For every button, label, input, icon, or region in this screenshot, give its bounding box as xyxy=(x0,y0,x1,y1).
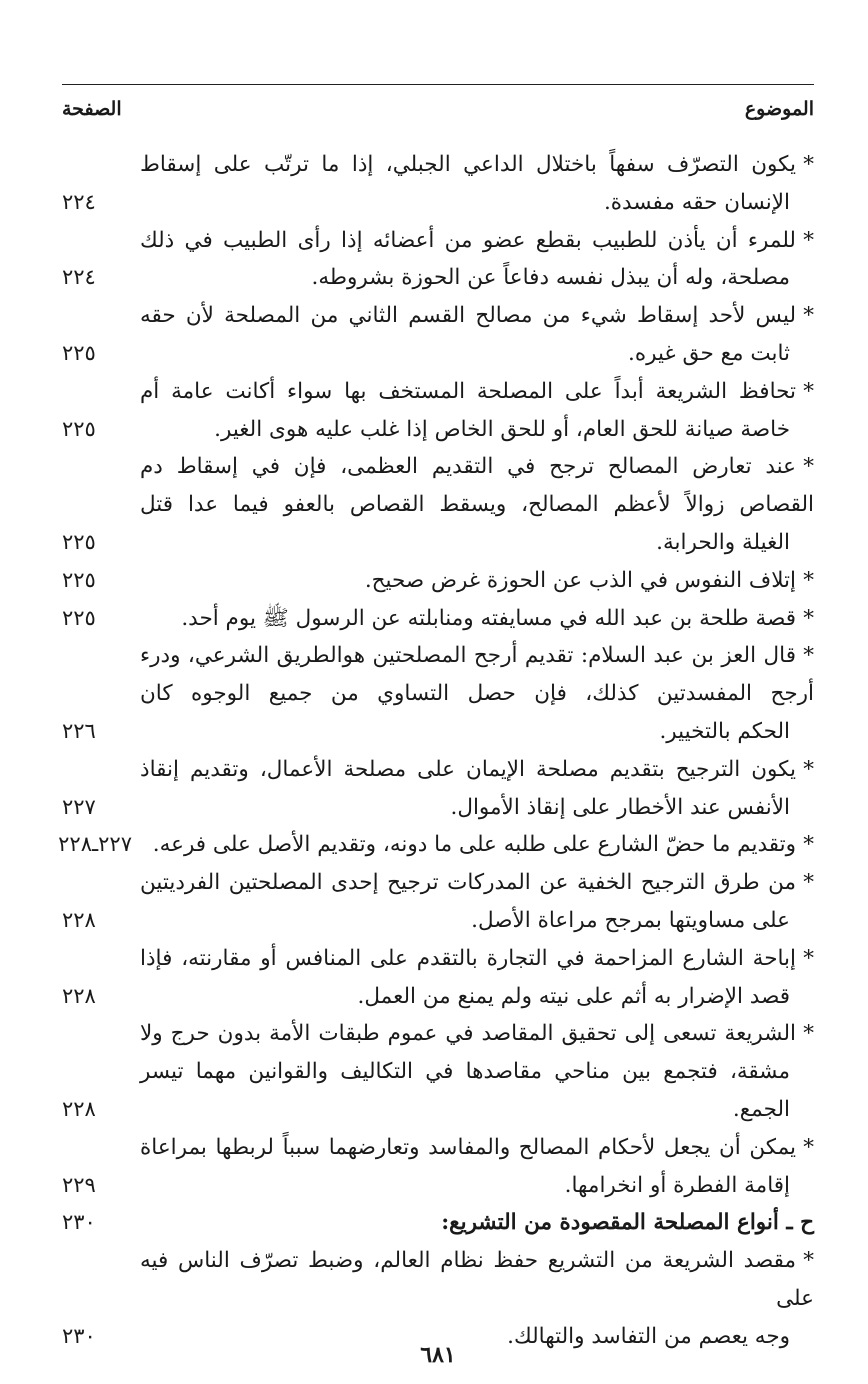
index-entry xyxy=(62,751,814,827)
index-entry xyxy=(62,940,814,1016)
entry-line-text: من طرق الترجيح الخفية عن المدركات ترجيح إحدى المصلحتين الفرديتين xyxy=(140,870,796,896)
index-entry xyxy=(62,448,814,561)
index-entry xyxy=(62,1129,814,1205)
entry-text xyxy=(140,637,814,750)
entry-text xyxy=(140,297,814,373)
entry-line xyxy=(140,864,814,902)
entry-line-text: الشريعة تسعى إلى تحقيق المقاصد في عموم طبقات الأمة بدون حرج ولا xyxy=(140,1021,796,1047)
entry-line xyxy=(140,1015,814,1053)
entry-line xyxy=(140,978,814,1016)
entry-line xyxy=(140,902,814,940)
entry-line-text: يكون التصرّف سفهاً باختلال الداعي الجبلي، إذا ما ترتّب على إسقاط xyxy=(140,152,796,177)
entry-line xyxy=(140,1129,814,1167)
entry-page-number: ٢٢٥ xyxy=(62,567,96,592)
entry-page-number: ٢٢٥ xyxy=(62,416,96,441)
entry-page-number: ٢٢٨ xyxy=(62,983,96,1008)
entry-text xyxy=(140,1204,814,1242)
bullet-asterisk: * xyxy=(803,1021,814,1047)
entry-line-text: وتقديم ما حضّ الشارع على طلبه على ما دونه، وتقديم الأصل على فرعه. xyxy=(152,832,796,858)
entry-page-number: ٢٣٠ xyxy=(62,1323,96,1348)
header-rule xyxy=(62,84,814,85)
entry-line xyxy=(140,713,814,751)
bullet-asterisk: * xyxy=(803,605,814,631)
entry-page-number: ٢٣٠ xyxy=(62,1210,96,1235)
entry-text xyxy=(140,146,814,222)
entry-line-text: ثابت مع حق غيره. xyxy=(627,340,790,366)
bullet-asterisk: * xyxy=(803,152,814,177)
entry-text xyxy=(140,222,814,298)
entry-line xyxy=(140,222,814,260)
entry-line-text: قصد الإضرار به أثم على نيته ولم يمنع من العمل. xyxy=(357,983,790,1009)
entry-line xyxy=(140,600,814,638)
entry-line-text: مصلحة، وله أن يبذل نفسه دفاعاً عن الحوزة بشروطه. xyxy=(311,265,790,291)
entry-page-number: ٢٢٥ xyxy=(62,605,96,630)
entry-line-text: يمكن أن يجعل لأحكام المصالح والمفاسد وتعارضهما سبباً لربطها بمراعاة xyxy=(140,1134,796,1160)
entry-text xyxy=(140,751,814,827)
entry-line xyxy=(140,1053,814,1129)
entry-line xyxy=(140,335,814,373)
entry-page-number: ٢٢٨ xyxy=(62,907,96,932)
index-entry xyxy=(62,1242,814,1355)
entry-line xyxy=(140,524,814,562)
index-entry xyxy=(62,297,814,373)
entry-line-text: ح ـ أنواع المصلحة المقصودة من التشريع: xyxy=(441,1210,814,1236)
entry-line xyxy=(140,1242,814,1318)
index-entries xyxy=(58,146,814,1356)
entry-line-text: أرجح المفسدتين كذلك، فإن حصل التساوي من جميع الوجوه كان xyxy=(140,681,814,707)
entry-line-text: قصة طلحة بن عبد الله في مسايفته ومنابلته عن الرسول ﷺ يوم أحد. xyxy=(181,605,796,631)
entry-text xyxy=(140,826,814,864)
entry-text xyxy=(140,1015,814,1128)
bullet-asterisk: * xyxy=(803,567,814,593)
entry-line-text: تحافظ الشريعة أبداً على المصلحة المستخف بها سواء أكانت عامة أم xyxy=(140,378,796,404)
entry-line xyxy=(140,1167,814,1205)
index-entry xyxy=(62,562,814,600)
entry-line xyxy=(140,297,814,335)
topic-column-label: الموضوع xyxy=(744,98,814,120)
entry-line-text: عند تعارض المصالح ترجح في التقديم العظمى، فإن في إسقاط دم xyxy=(140,454,796,480)
entry-line-text: إتلاف النفوس في الذب عن الحوزة غرض صحيح. xyxy=(364,567,796,593)
entry-line-text: إقامة الفطرة أو انخرامها. xyxy=(564,1172,790,1198)
entry-page-number: ٢٢٥ xyxy=(62,340,96,365)
entry-line-text: الحكم بالتخيير. xyxy=(659,718,790,744)
entry-line xyxy=(140,448,814,486)
bullet-asterisk: * xyxy=(803,227,814,253)
entry-line xyxy=(140,146,814,184)
bullet-asterisk: * xyxy=(803,945,814,971)
entry-line-text: الإنسان حقه مفسدة. xyxy=(603,189,790,215)
entry-line-text: الغيلة والحرابة. xyxy=(656,529,790,555)
entry-line xyxy=(140,751,814,789)
entry-page-number: ٢٢٨ xyxy=(62,1096,96,1121)
entry-line xyxy=(140,562,814,600)
index-entry xyxy=(62,864,814,940)
index-page xyxy=(58,84,814,1368)
bullet-asterisk: * xyxy=(803,454,814,480)
entry-line-text: مقصد الشريعة من التشريع حفظ نظام العالم، وضبط تصرّف الناس فيه على xyxy=(140,1248,814,1311)
index-entry xyxy=(62,373,814,449)
entry-line-text: يكون الترجيح بتقديم مصلحة الإيمان على مصلحة الأعمال، وتقديم إنقاذ xyxy=(140,756,796,782)
entry-text xyxy=(140,600,814,638)
entry-line-text: الأنفس عند الأخطار على إنقاذ الأموال. xyxy=(450,794,790,820)
entry-text xyxy=(140,1129,814,1205)
entry-text xyxy=(140,864,814,940)
entry-text xyxy=(140,448,814,561)
entry-line-text: مشقة، فتجمع بين مناحي مقاصدها في التكاليف والقوانين مهما تيسر الجمع. xyxy=(140,1059,790,1122)
index-entry xyxy=(62,146,814,222)
bullet-asterisk: * xyxy=(803,303,814,329)
entry-line xyxy=(140,259,814,297)
index-entry xyxy=(62,600,814,638)
entry-line xyxy=(140,184,814,222)
entry-line xyxy=(140,411,814,449)
column-header xyxy=(62,92,814,126)
entry-page-number: ٢٢٤ xyxy=(62,189,96,214)
entry-line xyxy=(140,940,814,978)
entry-page-number: ٢٢٧ـ٢٢٨ xyxy=(58,832,132,857)
entry-line-text: إباحة الشارع المزاحمة في التجارة بالتقدم على المنافس أو مقارنته، فإذا xyxy=(140,945,796,971)
entry-line xyxy=(140,675,814,713)
entry-line xyxy=(140,486,814,524)
bullet-asterisk: * xyxy=(803,832,814,858)
index-entry xyxy=(62,637,814,750)
bullet-asterisk: * xyxy=(803,756,814,782)
bullet-asterisk: * xyxy=(803,1134,814,1160)
index-entry xyxy=(62,1015,814,1128)
bullet-asterisk: * xyxy=(803,378,814,404)
entry-page-number: ٢٢٥ xyxy=(62,529,96,554)
entry-line-text: قال العز بن عبد السلام: تقديم أرجح المصلحتين هوالطريق الشرعي، ودرء xyxy=(140,643,796,669)
index-entry xyxy=(62,222,814,298)
entry-page-number: ٢٢٤ xyxy=(62,265,96,290)
entry-line-text: القصاص زوالاً لأعظم المصالح، ويسقط القصاص بالعفو فيما عدا قتل xyxy=(140,492,814,518)
entry-line-text: وجه يعصم من التفاسد والتهالك. xyxy=(507,1323,790,1349)
page-number: ٦٨١ xyxy=(420,1342,456,1368)
entry-line xyxy=(140,637,814,675)
entry-text xyxy=(140,1242,814,1355)
entry-line xyxy=(140,826,814,864)
entry-line-text: ليس لأحد إسقاط شيء من مصالح القسم الثاني من المصلحة لأن حقه xyxy=(140,303,796,329)
entry-line xyxy=(140,1204,814,1242)
page-column-label: الصفحة xyxy=(62,98,122,120)
entry-page-number: ٢٢٦ xyxy=(62,718,96,743)
entry-text xyxy=(140,373,814,449)
entry-page-number: ٢٢٩ xyxy=(62,1172,96,1197)
section-heading xyxy=(62,1204,814,1242)
bullet-asterisk: * xyxy=(803,643,814,669)
entry-line xyxy=(140,373,814,411)
entry-page-number: ٢٢٧ xyxy=(62,794,96,819)
entry-line xyxy=(140,789,814,827)
entry-text xyxy=(140,562,814,600)
index-entry xyxy=(58,826,814,864)
bullet-asterisk: * xyxy=(803,870,814,896)
bullet-asterisk: * xyxy=(803,1248,814,1274)
entry-text xyxy=(140,940,814,1016)
entry-line-text: للمرء أن يأذن للطبيب بقطع عضو من أعضائه إذا رأى الطبيب في ذلك xyxy=(140,227,796,253)
entry-line-text: خاصة صيانة للحق العام، أو للحق الخاص إذا غلب عليه هوى الغير. xyxy=(214,416,790,442)
entry-line-text: على مساويتها بمرجح مراعاة الأصل. xyxy=(471,907,790,933)
